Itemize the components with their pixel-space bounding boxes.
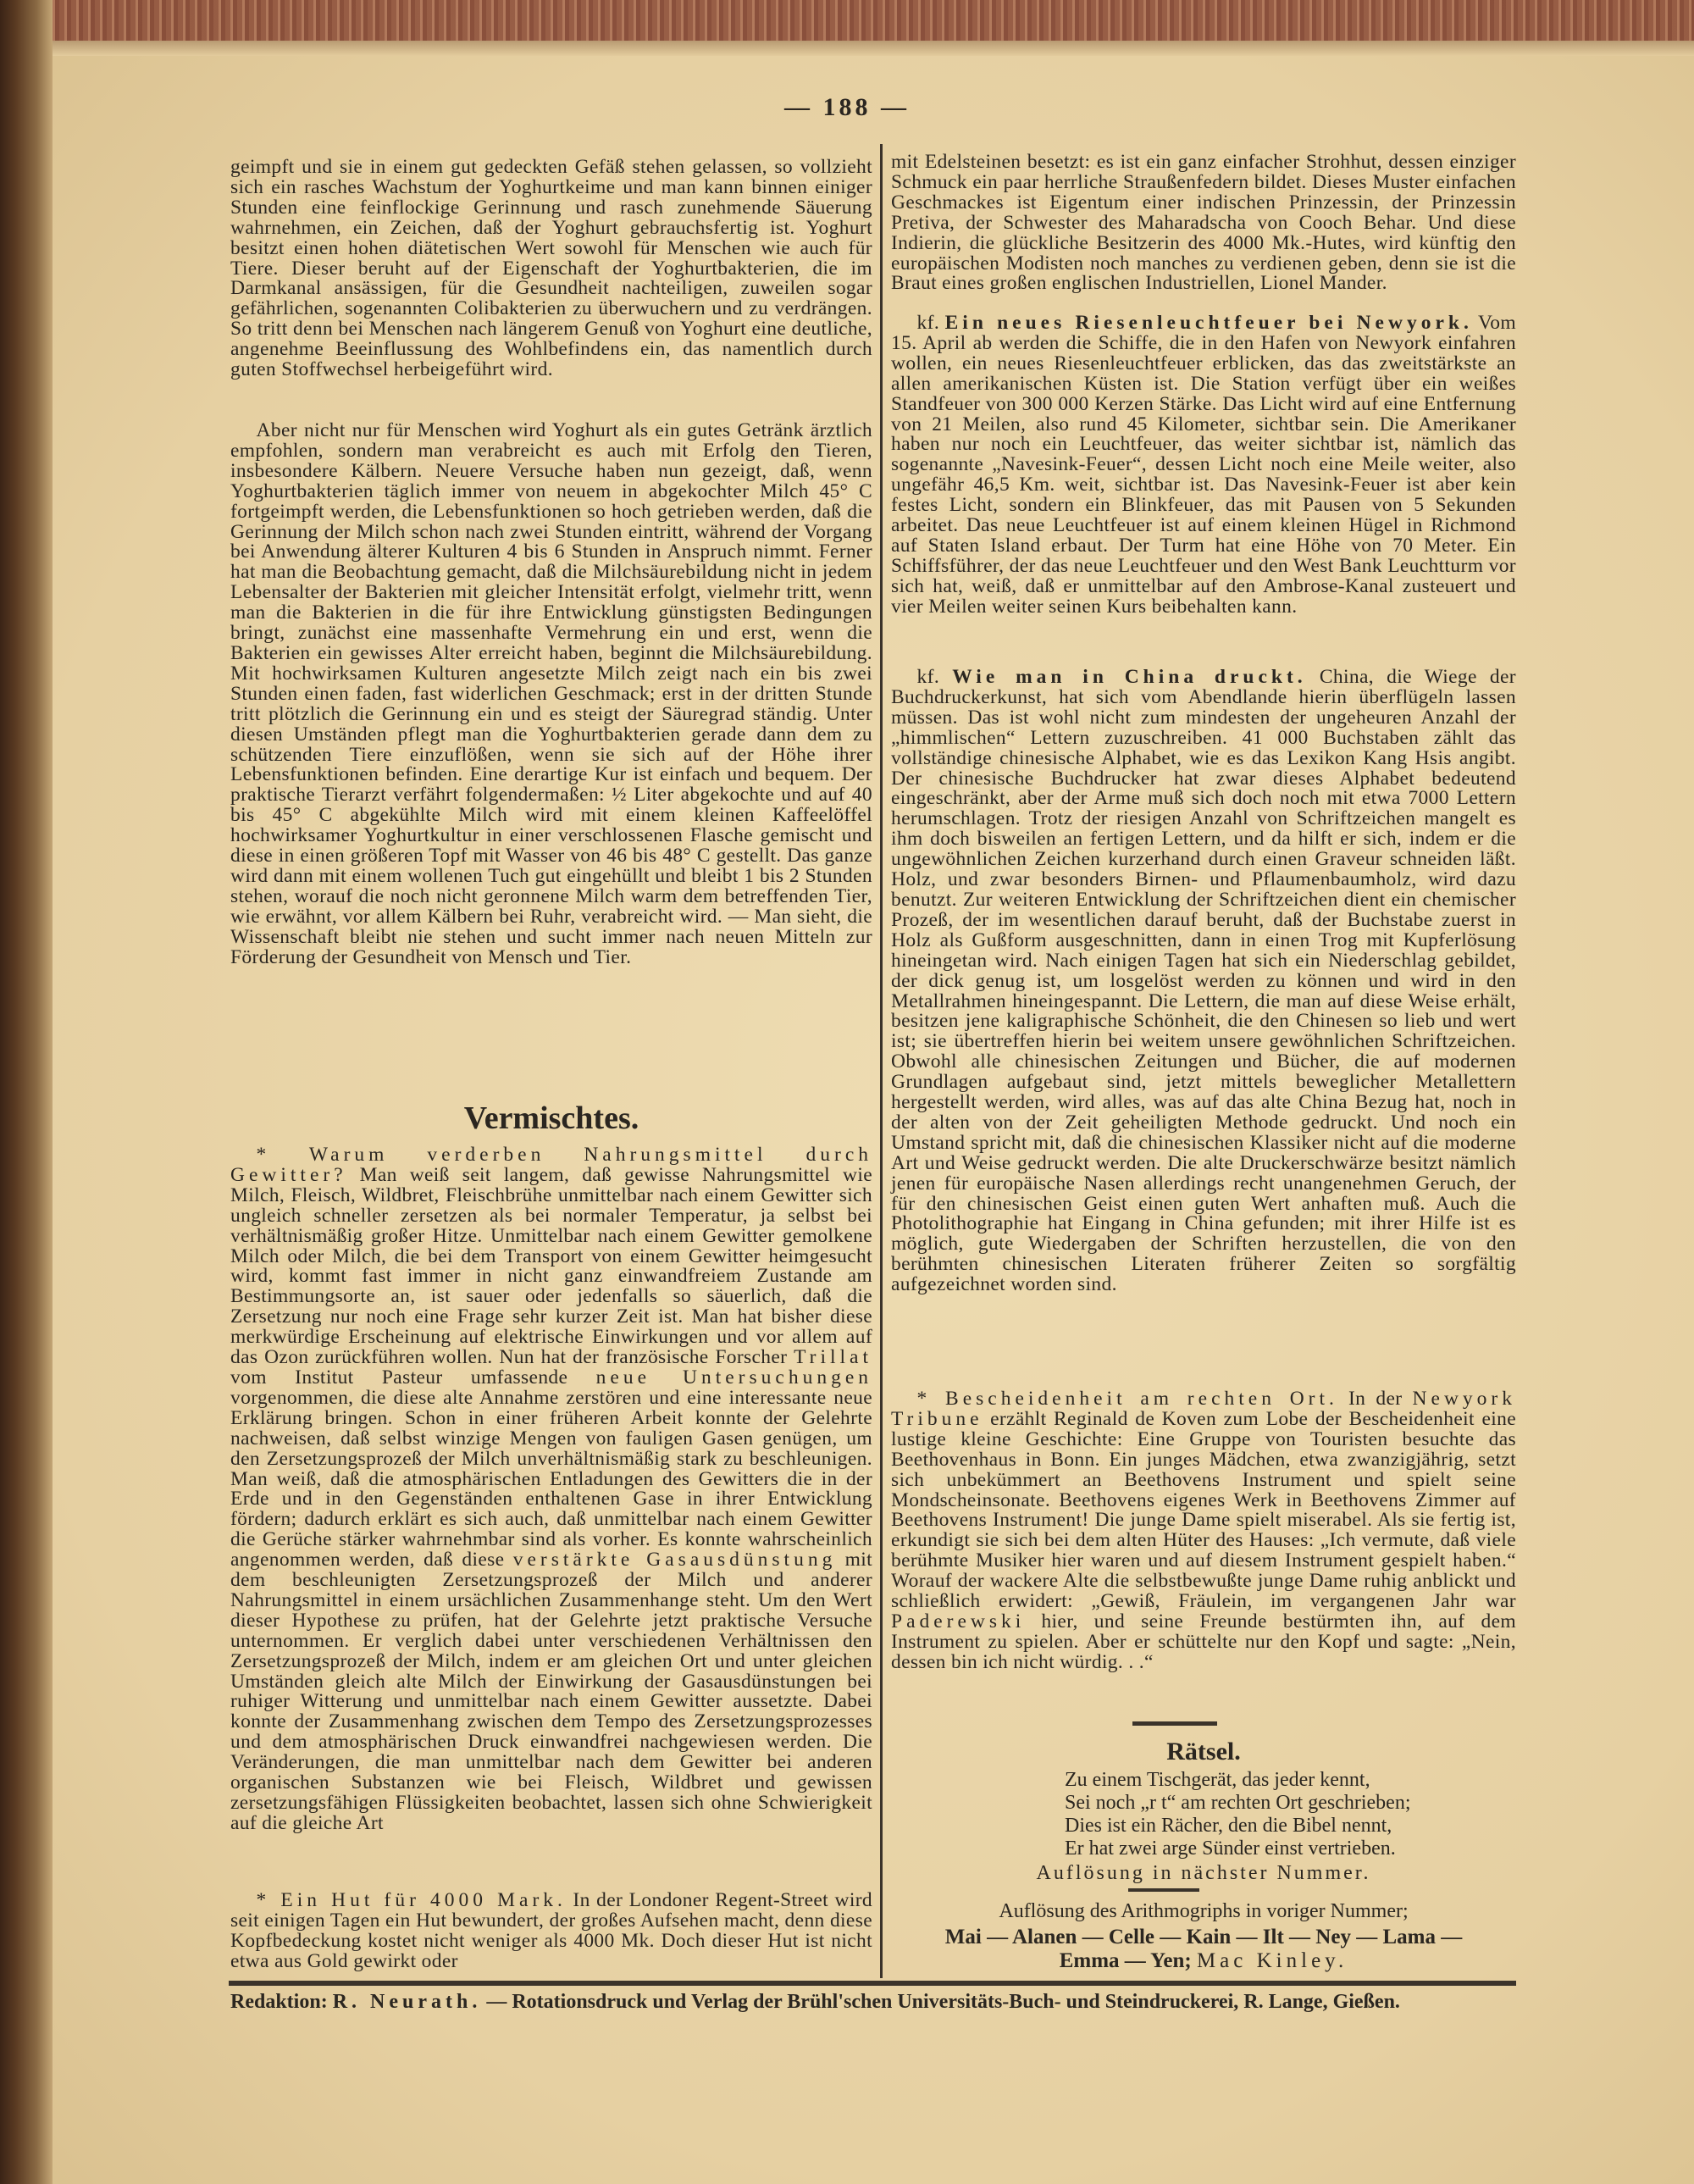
raetsel-solution-note: Auflösung in nächster Nummer.: [1036, 1862, 1371, 1884]
footer-label: Redaktion:: [230, 1991, 333, 2013]
person-name: Trillat: [794, 1346, 872, 1369]
poem-line: Dies ist ein Rächer, den die Bibel nennt,: [1065, 1815, 1392, 1837]
editor-name: R. Neurath.: [332, 1991, 482, 2013]
yoghurt-paragraph-2: Aber nicht nur für Menschen wird Yoghurt als ein gutes Getränk ärztlich empfohlen, sondern man verabreicht es auch mit Erfolg den Tieren, insbesondere Kälbern. Neuere Versuche haben nun gezeigt, daß, wenn Yoghurtbakterien täglich immer von neuem in abgekochter Milch 45° C fortgeimpft werden, die Lebensfunktionen so hoch getrieben werden, daß die Gerinnung der Milch schon nach zwei Stunden eintritt, während der Vorgang bei Anwendung älterer Kulturen 4 bis 6 Stunden in Anspruch nimmt. Ferner hat man die Beobachtung gemacht, daß die Milchsäurebildung nicht in jedem Lebensalter der Bakterien mit gleicher Intensität erfolgt, vielmehr tritt, wenn man die Bakterien in die für ihre Entwicklung günstigsten Bedingungen bringt, zunächst eine massenhafte Vermehrung ein und erst, wenn die Bakterien ein gewisses Alter erreicht haben, beginnt die Milchsäurebildung. Mit hochwirksamen Kulturen angesetzte Milch zeigt nach ein bis zwei Stunden einen faden, fast widerlichen Geschmack; erst in der dritten Stunde tritt plötzlich die Gerinnung ein und es steigt der Säuregrad ständig. Unter diesen Umständen pflegt man die Yoghurtbakterien gerade dann dem zu schützenden Tiere einzuflößen, wenn sie sich auf der Höhe ihrer Lebensfunktionen befinden. Eine derartige Kur ist einfach und bequem. Der praktische Tierarzt verfährt folgendermaßen: ½ Liter abgekochte und auf 40 bis 45° C abgekühlte Milch wird mit einem kleinen Kaffeelöffel hochwirksamer Yoghurtkultur in einer verschlossenen Flasche gemischt und diese in einen größeren Topf mit Wasser von 46 bis 48° C gestellt. Das ganze wird dann mit einem wollenen Tuch gut eingehüllt und bleibt 1 bis 2 Stunden stehen, worauf die noch nicht geronnene Milch warm dem betreffenden Tier, wie erwähnt, vor allem Kälbern bei Ruhr, verabreicht wird. — Man sieht, die Wissenschaft bleibt nie stehen und sucht immer nach neuen Mitteln zur Förderung der Gesundheit von Mensch und Tier.: [230, 419, 872, 968]
article-title: Wie man in China druckt.: [952, 666, 1307, 688]
article-title: * Warum verderben Nahrungsmittel durch Gewitter?: [230, 1144, 872, 1186]
imprint-footer: [230, 1991, 1516, 2014]
book-binding-edge: [0, 0, 53, 2184]
separator-rule: [1132, 1721, 1217, 1726]
left-column: [230, 0, 872, 2184]
publisher-imprint: — Rotationsdruck und Verlag der Brühl'schen Universitäts-Buch- und Steindruckerei, R. Lange, Gießen.: [481, 1991, 1400, 2013]
emphasis-text: neue Untersuchungen: [595, 1366, 873, 1389]
article-leuchtfeuer: [891, 313, 1516, 618]
person-name: Paderewski: [891, 1610, 1026, 1632]
solution-answer: Mac Kinley.: [1196, 1949, 1348, 1972]
article-text: vom Institut Pasteur umfassende: [230, 1366, 596, 1389]
footer-rule: [229, 1981, 1516, 1986]
article-china: [891, 668, 1516, 1295]
poem-line: Zu einem Tischgerät, das jeder kennt,: [1065, 1769, 1370, 1791]
article-text: hier, und seine Freunde bestürmten ihn, auf dem Instrument zu spielen. Aber er schüttelte nur den Kopf und sagte: „Nein, dessen bin ich nicht würdig. . .“: [891, 1610, 1516, 1673]
article-text: Man weiß seit langem, daß gewisse Nahrungsmittel wie Milch, Fleisch, Wildbret, Fleischbrühe unmittelbar nach einem Gewitter sich ungleich schneller zersetzen als bei normaler Temperatur, ja selbst bei verhältnismäßig großer Hitze. Unmittelbar nach einem Gewitter gemolkene Milch oder Milch, die bei dem Transport von einem Gewitter heimgesucht wird, kommt fast immer in nicht ganz einwandfreiem Zustande am Bestimmungsorte an, ist sauer oder jedenfalls so säuerlich, daß die Zersetzung nur noch eine Frage sehr kurzer Zeit ist. Man hat bisher diese merkwürdige Erscheinung auf elektrische Einwirkungen und vor allem auf das Ozon zurückführen wollen. Nun hat der französische Forscher: [230, 1163, 872, 1369]
article-bescheidenheit: [891, 1389, 1516, 1673]
solution-words: Emma — Yen;: [1059, 1949, 1192, 1972]
article-hut: [230, 1891, 872, 1972]
section-heading: Vermischtes.: [463, 1100, 639, 1136]
previous-solution-heading: Auflösung des Arithmogriphs in voriger Nummer;: [999, 1900, 1409, 1922]
page-number: — 188 —: [784, 93, 910, 121]
previous-solution-line2: [891, 1950, 1516, 1972]
column-divider: [880, 144, 883, 1978]
article-text: mit dem beschleunigten Zersetzungsprozeß der Milch und anderer Nahrungsmittel in einem ursächlichen Zusammenhange steht. Um den Wert dieser Hypothese zu prüfen, hat der Gelehrte jetzt praktische Versuche unternommen. Er verglich dabei unter verschiedenen Verhältnissen den Zersetzungsprozeß der Milch, indem er am gleichen Ort und unter gleichen Umständen gleich alte Milch der Einwirkung der Gasausdünstungen bei ruhiger Witterung und unmittelbar nach einem Gewitter aussetzte. Dabei konnte der Zusammenhang zwischen dem Tempo des Zersetzungsprozesses und dem atmosphärischen Druck einwandfrei nachgewiesen werden. Die Veränderungen, die man unmittelbar nach dem Gewitter bei anderen organischen Substanzen wie bei Fleisch, Wildbret und gewissen zersetzungsfähigen Flüssigkeiten beobachtet, lassen sich ohne Schwierigkeit auf die gleiche Art: [230, 1549, 872, 1834]
separator-rule: [1128, 1888, 1199, 1892]
author-mark: kf.: [916, 666, 940, 688]
article-text: China, die Wiege der Buchdruckerkunst, hat sich vom Abendlande hierin überflügeln lassen müssen. Das ist wohl nicht zum mindesten der ungeheuren Anzahl der „himmlischen“ Lettern zuzuschreiben. 41 000 Buchstaben zählt das vollständige chinesische Alphabet, wie es das Lexikon Kang Hsis angibt. Der chinesische Buchdrucker hat zwar dieses Alphabet bedeutend eingeschränkt, aber der Arme muß sich doch noch mit etwa 7000 Lettern herumschlagen. Trotz der riesigen Anzahl von Schriftzeichen mangelt es ihm doch bisweilen an fertigen Lettern, und da hilft er sich, indem er die ungewöhnlichen Zeichen kurzerhand durch einen Graveur schneiden läßt. Holz, und zwar besonders Birnen- und Pflaumenbaumholz, wird dazu benutzt. Zur weiteren Entwicklung der Schriftzeichen dient ein chemischer Prozeß, der im wesentlichen darauf beruht, daß der Buchstabe zuerst in Holz als Gußform ausgeschnitten, dann in einen Trog mit Kupferlösung hineingetan wird. Nach einigen Tagen hat sich ein Niederschlag gebildet, der dick genug ist, um losgelöst werden zu können und wird in den Metallrahmen hineingespannt. Die Lettern, die man auf diese Weise erhält, besitzen jene kaligraphische Schönheit, die den Chinesen so lieb und wert ist; sie übertreffen hierin bei weitem unsere gewöhnlichen Schriftzeichen. Obwohl alle chinesischen Zeitungen und Bücher, die auf modernen Grundlagen aufgebaut sind, jetzt mittels beweglicher Metallettern hergestellt werden, wird alles, was auf das alte China Bezug hat, noch in der alten von der Zeit geheiligten Methode gedruckt. Und noch ein Umstand spricht mit, daß die chinesischen Klassiker nicht auf die moderne Art und Weise gedruckt werden. Die alte Druckerschwärze besitzt nämlich jenen für europäische Nasen allerdings recht unangenehmen Geruch, der für den chinesischen Geist einen guten Wert anhaften muß. Auch die Photolithographie hat Eingang in China gefunden; mit ihrer Hilfe ist es möglich, gute Wiedergaben der Schriften herzustellen, die von den berühmten chinesischen Literaten früherer Zeiten so sorgfältig aufgezeichnet worden sind.: [891, 666, 1516, 1296]
raetsel-title: Rätsel.: [1166, 1738, 1241, 1765]
article-text: Vom 15. April ab werden die Schiffe, die in den Hafen von Newyork einfahren wollen, ein neues Riesenleuchtfeuer erblicken, das das zweitstärkste an allen amerikanischen Küsten ist. Die Station verfügt über ein weißes Standfeuer von 300 000 Kerzen Stärke. Das Licht wird auf eine Entfernung von 21 Meilen, also rund 45 Kilometer, sichtbar sein. Die Amerikaner haben nur noch ein Leuchtfeuer, das weiter sichtbar ist, nämlich das sogenannte „Navesink-Feuer“, dessen Licht noch eine Meile weiter, also ungefähr 46,5 Km. weit, sichtbar ist. Das Navesink-Feuer ist aber kein festes Licht, sondern ein Blinkfeuer, das mit Pausen von 5 Sekunden arbeitet. Das neue Leuchtfeuer ist auf einem kleinen Hügel in Richmond auf Staten Island erbaut. Der Turm hat eine Höhe von 70 Meter. Ein Schiffsführer, der das neue Leuchtfeuer und den West Bank Leuchtturm vor sich hat, weiß, daß er unmittelbar auf den Ambrose-Kanal zusteuert und vier Meilen weiter seinen Kurs beibehalten kann.: [891, 312, 1516, 618]
article-text: erzählt Reginald de Koven zum Lobe der Bescheidenheit eine lustige kleine Geschichte: Eine Gruppe von Touristen besuchte das Beethovenhaus in Bonn. Ein junges Mädchen, etwa zwanzigjährig, setzt sich unbekümmert an Beethovens Instrument und spielt seine Mondscheinsonate. Beethovens eigenes Werk in Beethovens Zimmer auf Beethovens Instrument! Die junge Dame spielt miserabel. Als sie fertig ist, erkundigt sie sich bei dem alten Hüter des Hauses: „Ich vermute, daß viele berühmte Musiker hier waren und auf diesem Instrument gespielt haben.“ Worauf der wackere Alte die selbstbewußte junge Dame ruhig anblickt und schließlich erwidert: „Gewiß, Fräulein, im vergangenen Jahr war: [891, 1407, 1516, 1613]
article-text: In der: [1337, 1388, 1413, 1410]
article-title: * Ein Hut für 4000 Mark.: [256, 1889, 567, 1911]
raetsel-poem: [1065, 1769, 1411, 1860]
article-title: Ein neues Riesenleuchtfeuer bei Newyork.: [944, 312, 1473, 334]
previous-solution-words: Mai — Alanen — Celle — Kain — Ilt — Ney — Lama —: [944, 1926, 1463, 1948]
article-gewitter: [230, 1145, 872, 1834]
emphasis-text: verstärkte Gasausdünstung: [512, 1549, 837, 1571]
poem-line: Er hat zwei arge Sünder einst vertrieben.: [1065, 1838, 1396, 1860]
article-hut-continued: mit Edelsteinen besetzt: es ist ein ganz einfacher Strohhut, dessen einziger Schmuck ein paar herrliche Straußenfedern bildet. Dieses Muster einfachen Geschmackes ist Eigentum einer indischen Prinzessin, der Prinzessin Pretiva, der Schwester des Maharadscha von Cooch Behar. Und diese Indierin, die glückliche Besitzerin des 4000 Mk.-Hutes, wird künftig den europäischen Modisten noch manches zu verdienen geben, denn sie ist die Braut eines großen englischen Industriellen, Lionel Mander.: [891, 151, 1516, 295]
article-title: * Bescheidenheit am rechten Ort.: [916, 1388, 1338, 1410]
poem-line: Sei noch „r t“ am rechten Ort geschrieben;: [1065, 1792, 1411, 1814]
newspaper-name: Newyork Tribune: [891, 1388, 1516, 1430]
right-column: [891, 0, 1516, 2184]
author-mark: kf.: [916, 312, 940, 334]
article-text: In der Londoner Regent-Street wird seit einigen Tagen ein Hut bewundert, der großes Aufsehen macht, denn diese Kopfbedeckung kostet nicht weniger als 4000 Mk. Doch dieser Hut ist nicht etwa aus Gold gewirkt oder: [230, 1889, 872, 1972]
yoghurt-paragraph-1: geimpft und sie in einem gut gedeckten Gefäß stehen gelassen, so vollzieht sich ein rasches Wachstum der Yoghurtkeime und man kann binnen einiger Stunden eine feinflockige Gerinnung und rasch zunehmende Säuerung wahrnehmen, ein Zeichen, daß der Yoghurt gebrauchsfertig ist. Yoghurt besitzt einen hohen diätetischen Wert sowohl für Menschen wie auch für Tiere. Dieser beruht auf der Eigenschaft der Yoghurtbakterien, die im Darmkanal ansässigen, für die Gesundheit nachteiligen, zuweilen sogar gefährlichen, sogenannten Colibakterien zu überwuchern und zu verdrängen. So tritt denn bei Menschen nach längerem Genuß von Yoghurt eine deutliche, angenehme Beeinflussung des Wohlbefindens ein, das namentlich durch guten Stoffwechsel herbeigeführt wird.: [230, 156, 872, 381]
article-text: vorgenommen, die diese alte Annahme zerstören und eine interessante neue Erklärung bringen. Schon in einer früheren Arbeit konnte der Gelehrte nachweisen, daß selbst winzige Mengen von fauligen Gasen genügen, um den Zersetzungsprozeß der Milch unverhältnismäßig stark zu beschleunigen. Man weiß, daß die atmosphärischen Entladungen des Gewitters die in der Erde und in den Gegenständen enthaltenen Gase in ihrer Entwicklung fördern; dadurch erklärt es sich auch, daß unmittelbar nach einem Gewitter die Gerüche stärker wahrnehmbar sind als vorher. Es konnte wahrscheinlich angenommen werden, daß diese: [230, 1386, 872, 1571]
